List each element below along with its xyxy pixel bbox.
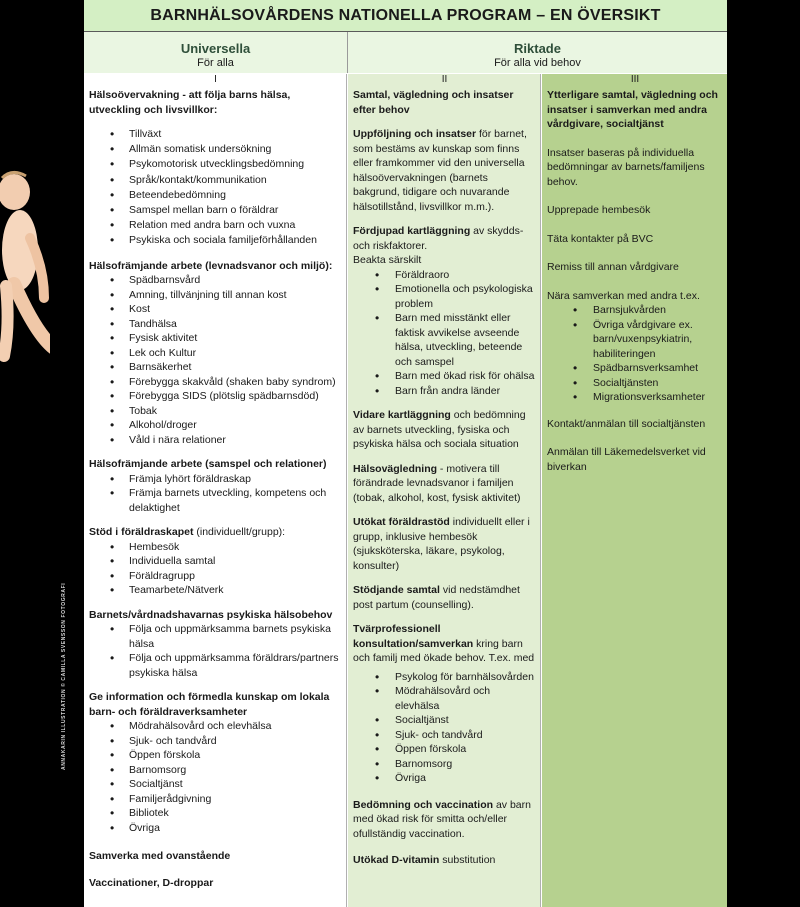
list-item: • Socialtjänsten <box>547 376 723 391</box>
section-heading: Stöd i föräldraskapet (individuellt/grupp): <box>89 526 286 539</box>
list-item: • Individuella samtal <box>89 554 342 569</box>
program-overview-document <box>84 0 727 907</box>
list-item: • Psykolog för barnhälsovården <box>353 670 536 685</box>
list-item: • Spädbarnsvård <box>89 273 342 288</box>
bullet-list <box>89 273 342 447</box>
list-item: • Mödrahälsovård och elevhälsa <box>89 719 342 734</box>
column-number: I <box>214 74 217 85</box>
paragraph: Remiss till annan vårdgivare <box>547 261 679 273</box>
paragraph: Vidare kartläggning och bedömning av barnets utveckling, fysiska och psykiska hälsa och sociala situation <box>353 409 526 450</box>
riktade-subtitle: För alla vid behov <box>494 57 581 69</box>
list-item: • Öppen förskola <box>353 742 536 757</box>
list-item: • Tandhälsa <box>89 317 342 332</box>
bullet-list <box>547 303 723 405</box>
column-number: II <box>441 74 448 85</box>
riktade-title: Riktade <box>514 41 561 56</box>
list-item: • Tillväxt <box>89 127 342 142</box>
section-heading: Samtal, vägledning och insatser efter behov <box>353 89 514 116</box>
paragraph: Kontakt/anmälan till socialtjänsten <box>547 417 706 430</box>
list-item: • Allmän somatisk undersökning <box>89 142 342 157</box>
list-item: • Förebygga SIDS (plötslig spädbarnsdöd) <box>89 389 342 404</box>
section-heading: Ge information och förmedla kunskap om lokala barn- och föräldraverksamheter <box>89 691 330 718</box>
list-item: • Språk/kontakt/kommunikation <box>89 173 342 188</box>
list-item: • Relation med andra barn och vuxna <box>89 218 342 233</box>
list-item: • Sjuk- och tandvård <box>89 734 342 749</box>
universella-header <box>84 32 348 73</box>
list-item: • Öppen förskola <box>89 748 342 763</box>
column-universal <box>84 74 347 907</box>
column-number: III <box>630 74 640 85</box>
list-item: • Samspel mellan barn o föräldrar <box>89 203 342 218</box>
list-item: • Alkohol/droger <box>89 418 342 433</box>
list-item: • Barn från andra länder <box>353 384 536 399</box>
universella-subtitle: För alla <box>197 57 234 69</box>
list-item: • Övriga <box>353 771 536 786</box>
bullet-list <box>89 719 342 835</box>
baby-illustration-icon <box>0 168 50 368</box>
list-item: • Följa och uppmärksamma barnets psykiska hälsa <box>89 622 342 651</box>
list-item: • Föräldraoro <box>353 268 536 283</box>
bullet-list <box>353 268 536 399</box>
list-item: • Beteendebedömning <box>89 188 342 203</box>
column-targeted-ii <box>348 74 541 907</box>
bullet-list <box>89 540 342 598</box>
photo-credit-caption: ANNAKARIN ILLUSTRATION © CAMILLA SVENSSON FOTOGRAFI <box>61 582 67 770</box>
section-heading: Barnets/vårdnadshavarnas psykiska hälsobehov <box>89 608 333 621</box>
paragraph: Bedömning och vaccination av barn med ökad risk för smitta och/eller ofullständig vaccination. <box>353 798 531 840</box>
bullet-list <box>353 670 536 786</box>
document-title: BARNHÄLSOVÅRDENS NATIONELLA PROGRAM – EN ÖVERSIKT <box>84 0 727 32</box>
list-item: • Kost <box>89 302 342 317</box>
universella-title: Universella <box>180 41 251 56</box>
list-item: • Sjuk- och tandvård <box>353 728 536 743</box>
bullet-list <box>89 472 342 516</box>
list-item: • Följa och uppmärksamma föräldrars/partners psykiska hälsa <box>89 651 342 680</box>
section-heading: Ytterligare samtal, vägledning och insatser i samverkan med andra vårdgivare, socialtjänst <box>547 89 718 130</box>
list-item: • Emotionella och psykologiska problem <box>353 282 536 311</box>
paragraph: Nära samverkan med andra t.ex. <box>547 289 700 302</box>
paragraph: Fördjupad kartläggning av skydds- och riskfaktorer. <box>353 225 524 252</box>
list-item: • Psykiska och sociala familjeförhållanden <box>89 233 342 248</box>
list-item: • Spädbarnsverksamhet <box>547 361 723 376</box>
list-item: • Barn med ökad risk för ohälsa <box>353 369 536 384</box>
list-item: • Främja barnets utveckling, kompetens och delaktighet <box>89 486 342 515</box>
list-item: • Familjerådgivning <box>89 792 342 807</box>
list-item: • Fysisk aktivitet <box>89 331 342 346</box>
list-item: • Främja lyhört föräldraskap <box>89 472 342 487</box>
list-item: • Socialtjänst <box>353 713 536 728</box>
paragraph: Stödjande samtal vid nedstämdhet post partum (counselling). <box>353 584 520 611</box>
list-item: • Migrationsverksamheter <box>547 390 723 405</box>
list-item: • Barn med misstänkt eller faktisk avvikelse avseende hälsa, utveckling, beteende och samspel <box>353 311 536 369</box>
list-item: • Barnsäkerhet <box>89 360 342 375</box>
paragraph: Beakta särskilt <box>353 254 422 266</box>
section-heading: Samverka med ovanstående <box>89 850 231 863</box>
list-item: • Övriga vårdgivare ex. barn/vuxenpsykiatrin, habiliteringen <box>547 318 723 362</box>
list-item: • Bibliotek <box>89 806 342 821</box>
paragraph: Insatser baseras på individuella bedömningar av barnets/familjens behov. <box>547 146 705 188</box>
paragraph: Utökat föräldrastöd individuellt eller i grupp, inklusive hembesök (sjuksköterska, läkare, psykolog, konsulter) <box>353 516 530 572</box>
paragraph: Utökad D-vitamin substitution <box>353 854 496 866</box>
paragraph: Uppföljning och insatser för barnet, som bestäms av kunskap som finns eller framkommer vid den universella hälsoövervakningen (barnets bakgrund, tidigare och nuvarande hälsotillstånd, livsvillkor m.m.). <box>353 128 527 213</box>
list-item: • Förebygga skakvåld (shaken baby syndrom) <box>89 375 342 390</box>
bullet-list <box>89 622 342 680</box>
section-heading: Vaccinationer, D-droppar <box>89 876 214 889</box>
paragraph: Tvärprofessionell konsultation/samverkan kring barn och familj med ökade behov. T.ex. med <box>353 623 535 664</box>
section-heading: Hälsofrämjande arbete (samspel och relationer) <box>89 458 327 471</box>
list-item: • Våld i nära relationer <box>89 433 342 448</box>
paragraph: Anmälan till Läkemedelsverket vid biverkan <box>547 446 706 473</box>
list-item: • Socialtjänst <box>89 777 342 792</box>
paragraph: Hälsovägledning - motivera till förändrade levnadsvanor i familjen (tobak, alkohol, kost, fysisk aktivitet) <box>353 462 521 504</box>
bullet-list <box>89 127 342 249</box>
section-heading: Hälsoövervakning - att följa barns hälsa, utveckling och livsvillkor: <box>89 89 291 116</box>
list-item: • Psykomotorisk utvecklingsbedömning <box>89 157 342 172</box>
list-item: • Amning, tillvänjning till annan kost <box>89 288 342 303</box>
list-item: • Tobak <box>89 404 342 419</box>
list-item: • Mödrahälsovård och elevhälsa <box>353 684 536 713</box>
list-item: • Hembesök <box>89 540 342 555</box>
paragraph: Täta kontakter på BVC <box>547 232 654 245</box>
list-item: • Barnomsorg <box>89 763 342 778</box>
riktade-header <box>348 32 727 73</box>
list-item: • Lek och Kultur <box>89 346 342 361</box>
list-item: • Teamarbete/Nätverk <box>89 583 342 598</box>
list-item: • Barnomsorg <box>353 757 536 772</box>
list-item: • Övriga <box>89 821 342 836</box>
column-targeted-iii <box>542 74 727 907</box>
list-item: • Barnsjukvården <box>547 303 723 318</box>
paragraph: Upprepade hembesök <box>547 204 651 216</box>
list-item: • Föräldragrupp <box>89 569 342 584</box>
section-heading: Hälsofrämjande arbete (levnadsvanor och miljö): <box>89 259 333 272</box>
